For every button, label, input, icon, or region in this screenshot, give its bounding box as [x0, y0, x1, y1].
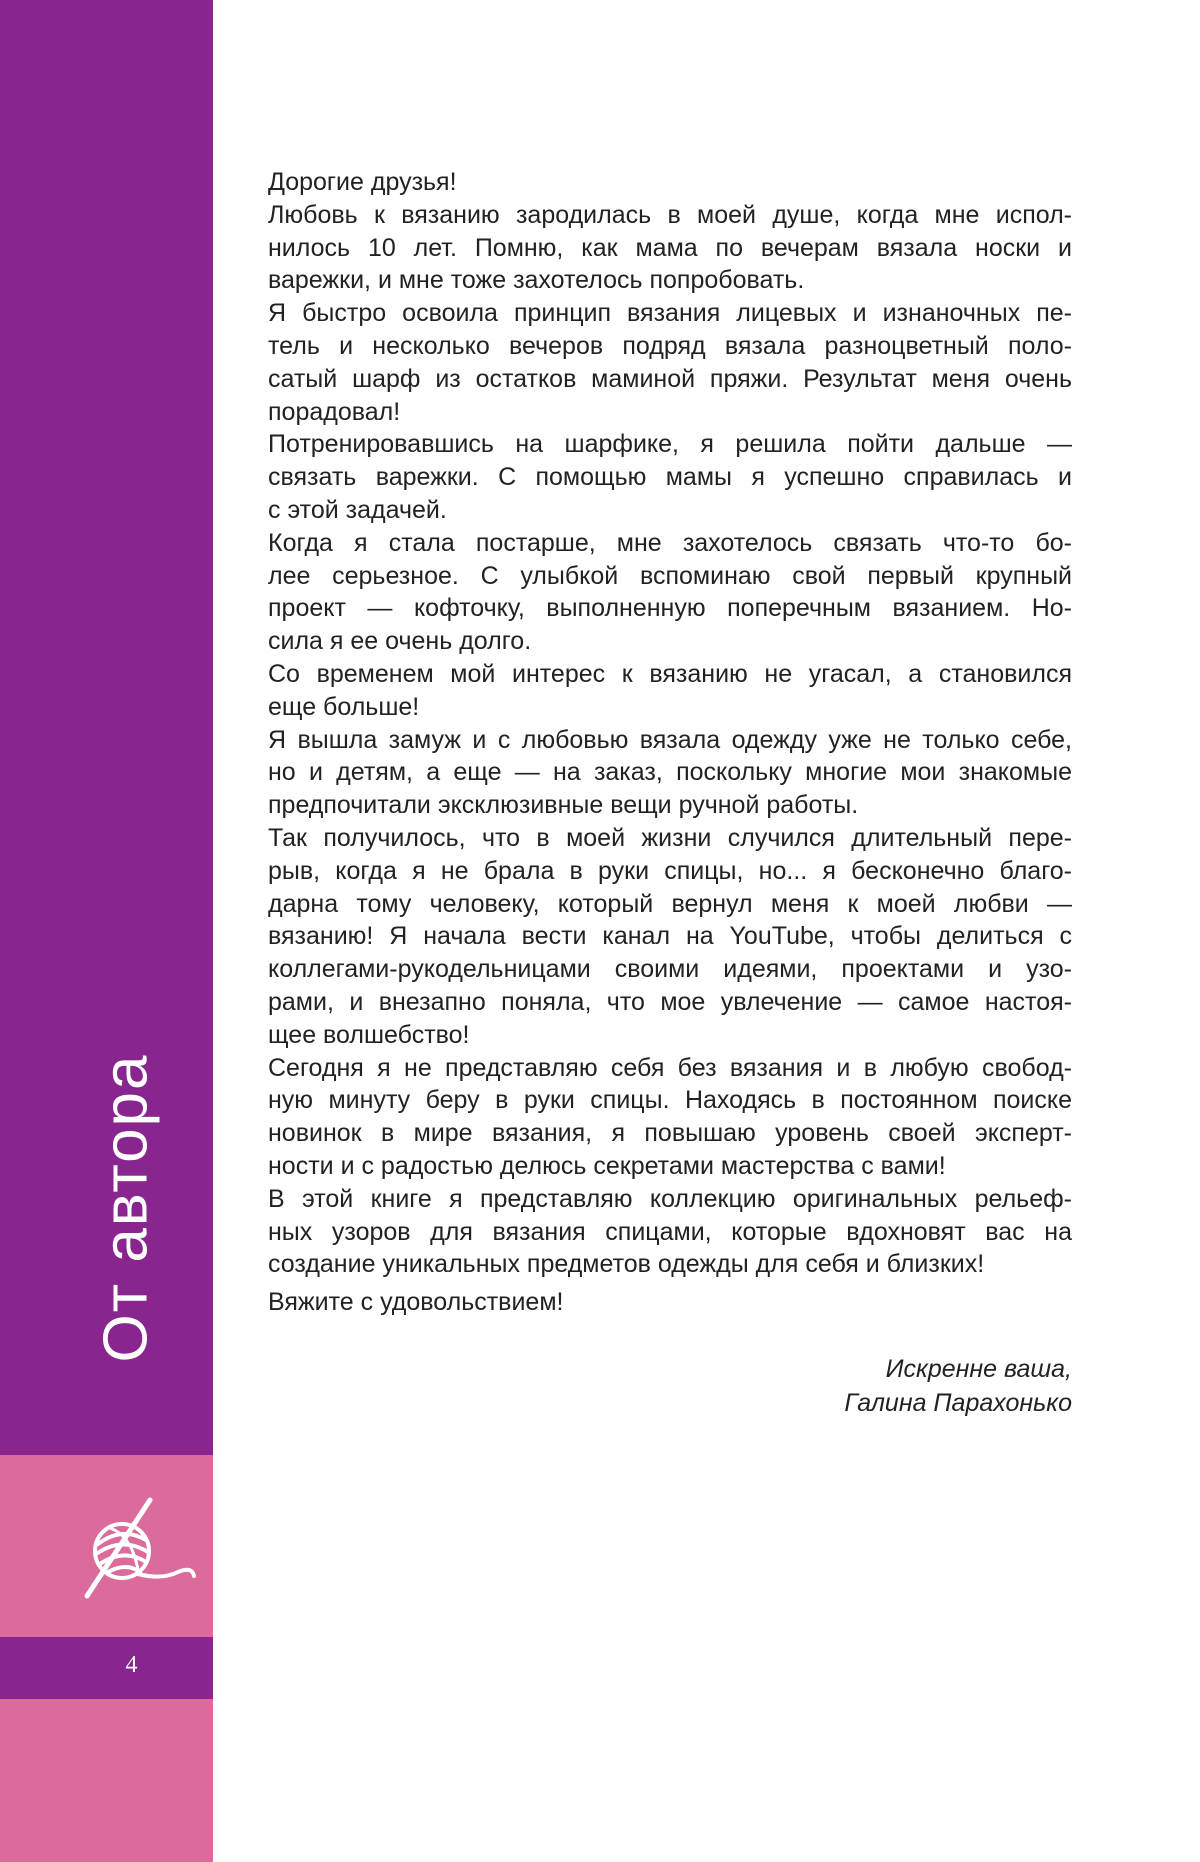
sidebar-pink-footer	[0, 1699, 213, 1862]
text-line: вязанию! Я начала вести канал на YouTube, чтобы делиться с	[268, 922, 1072, 951]
page-number: 4	[125, 1652, 138, 1678]
text-line: ных узоров для вязания спицами, которые вдохновят вас на	[268, 1217, 1072, 1246]
text-line: Со временем мой интерес к вязанию не угасал, а становился	[268, 659, 1072, 688]
text-line: проект — кофточку, выполненную поперечным вязанием. Но-	[268, 594, 1072, 623]
signature	[844, 1352, 1072, 1420]
text-line: предпочитали эксклюзивные вещи ручной работы.	[268, 791, 859, 820]
text-line: нилось 10 лет. Помню, как мама по вечерам вязала носки и	[268, 233, 1072, 262]
text-line: коллегами-рукодельницами своими идеями, проектами и узо-	[268, 955, 1072, 984]
text-line: Сегодня я не представляю себя без вязания и в любую свобод-	[268, 1053, 1072, 1082]
text-line: тель и несколько вечеров подряд вязала разноцветный поло-	[268, 331, 1072, 360]
text-line: создание уникальных предметов одежды для себя и близких!	[268, 1250, 985, 1279]
signature-author: Галина Парахонько	[844, 1389, 1072, 1417]
yarn-ball-with-hook-icon	[82, 1496, 200, 1608]
text-line: Любовь к вязанию зародилась в моей душе, когда мне испол-	[268, 200, 1072, 229]
text-line: Дорогие друзья!	[268, 168, 457, 196]
text-line: еще больше!	[268, 692, 420, 721]
signature-greeting: Искренне ваша,	[885, 1355, 1072, 1383]
text-line: варежки, и мне тоже захотелось попробовать.	[268, 266, 805, 295]
text-line: порадовал!	[268, 397, 401, 426]
text-line: сила я ее очень долго.	[268, 627, 532, 656]
text-line: связать варежки. С помощью мамы я успешно справилась и	[268, 463, 1072, 492]
text-line: с этой задачей.	[268, 495, 447, 524]
text-line: Когда я стала постарше, мне захотелось связать что-то бо-	[268, 528, 1072, 557]
text-line: Я вышла замуж и с любовью вязала одежду уже не только себе,	[268, 725, 1072, 754]
section-title: От автора	[91, 1053, 161, 1363]
text-line: новинок в мире вязания, я повышаю уровень своей эксперт-	[268, 1119, 1072, 1148]
text-line: сатый шарф из остатков маминой пряжи. Результат меня очень	[268, 364, 1072, 393]
closing-line: Вяжите с удовольствием!	[268, 1288, 564, 1316]
text-line: рами, и внезапно поняла, что мое увлечение — самое настоя-	[268, 987, 1072, 1016]
text-line: Так получилось, что в моей жизни случился длительный пере-	[268, 823, 1072, 852]
text-line: ную минуту беру в руки спицы. Находясь в постоянном поиске	[268, 1086, 1072, 1115]
text-line: дарна тому человеку, который вернул меня к моей любви —	[268, 889, 1072, 918]
body-text	[268, 166, 1072, 1281]
text-line: щее волшебство!	[268, 1020, 470, 1049]
text-line: рыв, когда я не брала в руки спицы, но... я бесконечно благо-	[268, 856, 1072, 885]
text-line: Я быстро освоила принцип вязания лицевых и изнаночных пе-	[268, 299, 1072, 328]
text-line: но и детям, а еще — на заказ, поскольку многие мои знакомые	[268, 758, 1072, 787]
text-line: ности и с радостью делюсь секретами мастерства с вами!	[268, 1151, 946, 1180]
text-line: В этой книге я представляю коллекцию оригинальных рельеф-	[268, 1184, 1072, 1213]
text-line: Потренировавшись на шарфике, я решила пойти дальше —	[268, 430, 1072, 459]
text-line: лее серьезное. С улыбкой вспоминаю свой первый крупный	[268, 561, 1072, 590]
